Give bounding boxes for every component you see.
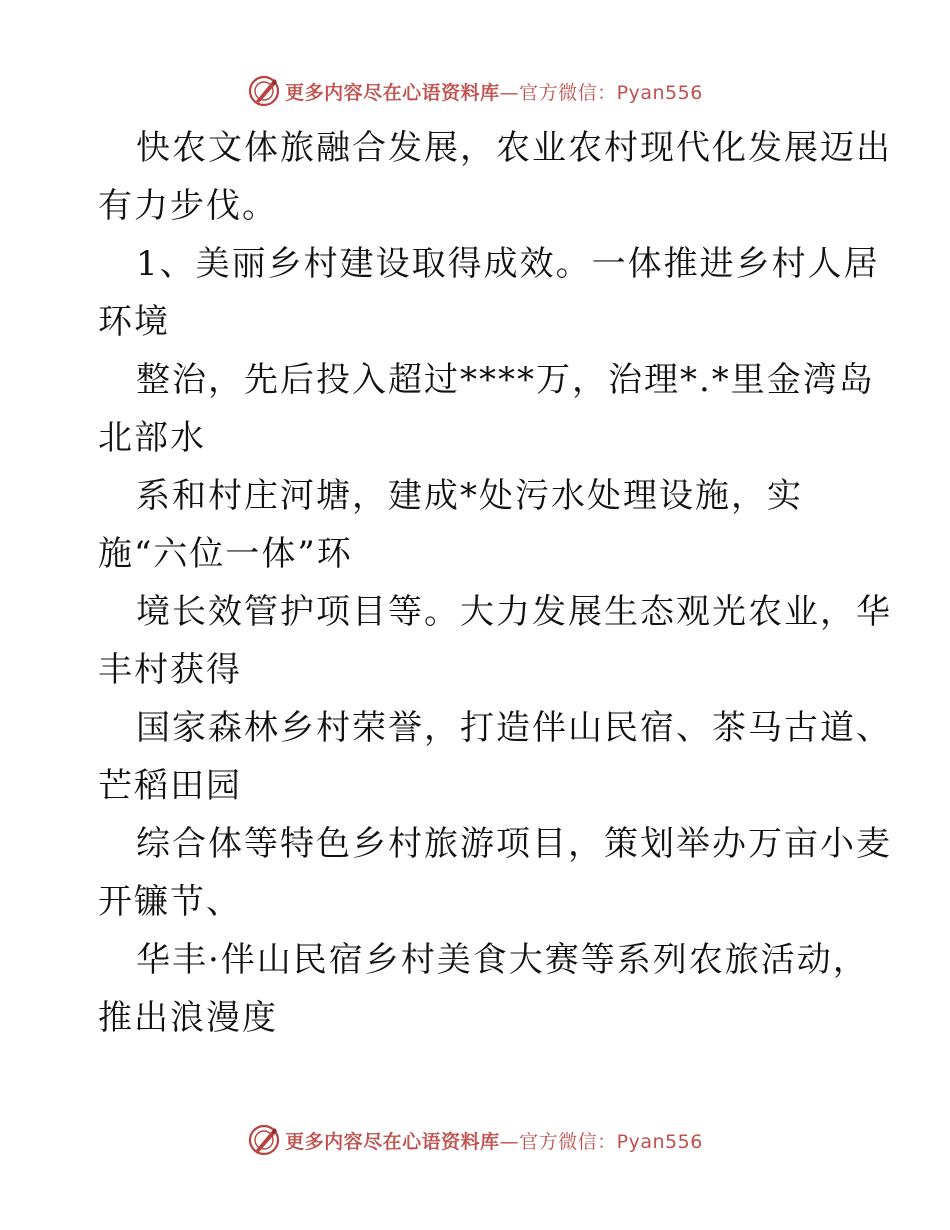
text-line: 推出浪漫度 [98, 998, 278, 1038]
text-line: 芒稻田园 [98, 766, 242, 806]
text-line: 北部水 [98, 418, 206, 458]
text-line: 境长效管护项目等。大力发展生态观光农业，华 [136, 592, 892, 632]
text-line: 有力步伐。 [98, 186, 278, 226]
text-line: 系和村庄河塘，建成*处污水处理设施，实 [136, 476, 803, 516]
text-line: 丰村获得 [98, 650, 242, 690]
text-line: 开镰节、 [98, 882, 242, 922]
footer-watermark-text: 更多内容尽在心语资料库—官方微信：Pyan556 [285, 1130, 703, 1153]
text-line: 国家森林乡村荣誉，打造伴山民宿、茶马古道、 [136, 708, 892, 748]
header-watermark-text: 更多内容尽在心语资料库—官方微信：Pyan556 [285, 81, 703, 104]
footer-watermark [0, 1120, 950, 1160]
pen-logo-icon [247, 1123, 281, 1157]
text-line: 环境 [98, 302, 170, 342]
text-line: 综合体等特色乡村旅游项目，策划举办万亩小麦 [136, 824, 892, 864]
text-line: 1、美丽乡村建设取得成效。一体推进乡村人居 [136, 244, 880, 284]
text-line: 快农文体旅融合发展，农业农村现代化发展迈出 [136, 128, 892, 168]
text-line: 华丰·伴山民宿乡村美食大赛等系列农旅活动， [136, 940, 869, 980]
text-line: 施“六位一体”环 [98, 534, 353, 574]
text-line: 整治，先后投入超过****万，治理*.*里金湾岛 [136, 360, 875, 400]
